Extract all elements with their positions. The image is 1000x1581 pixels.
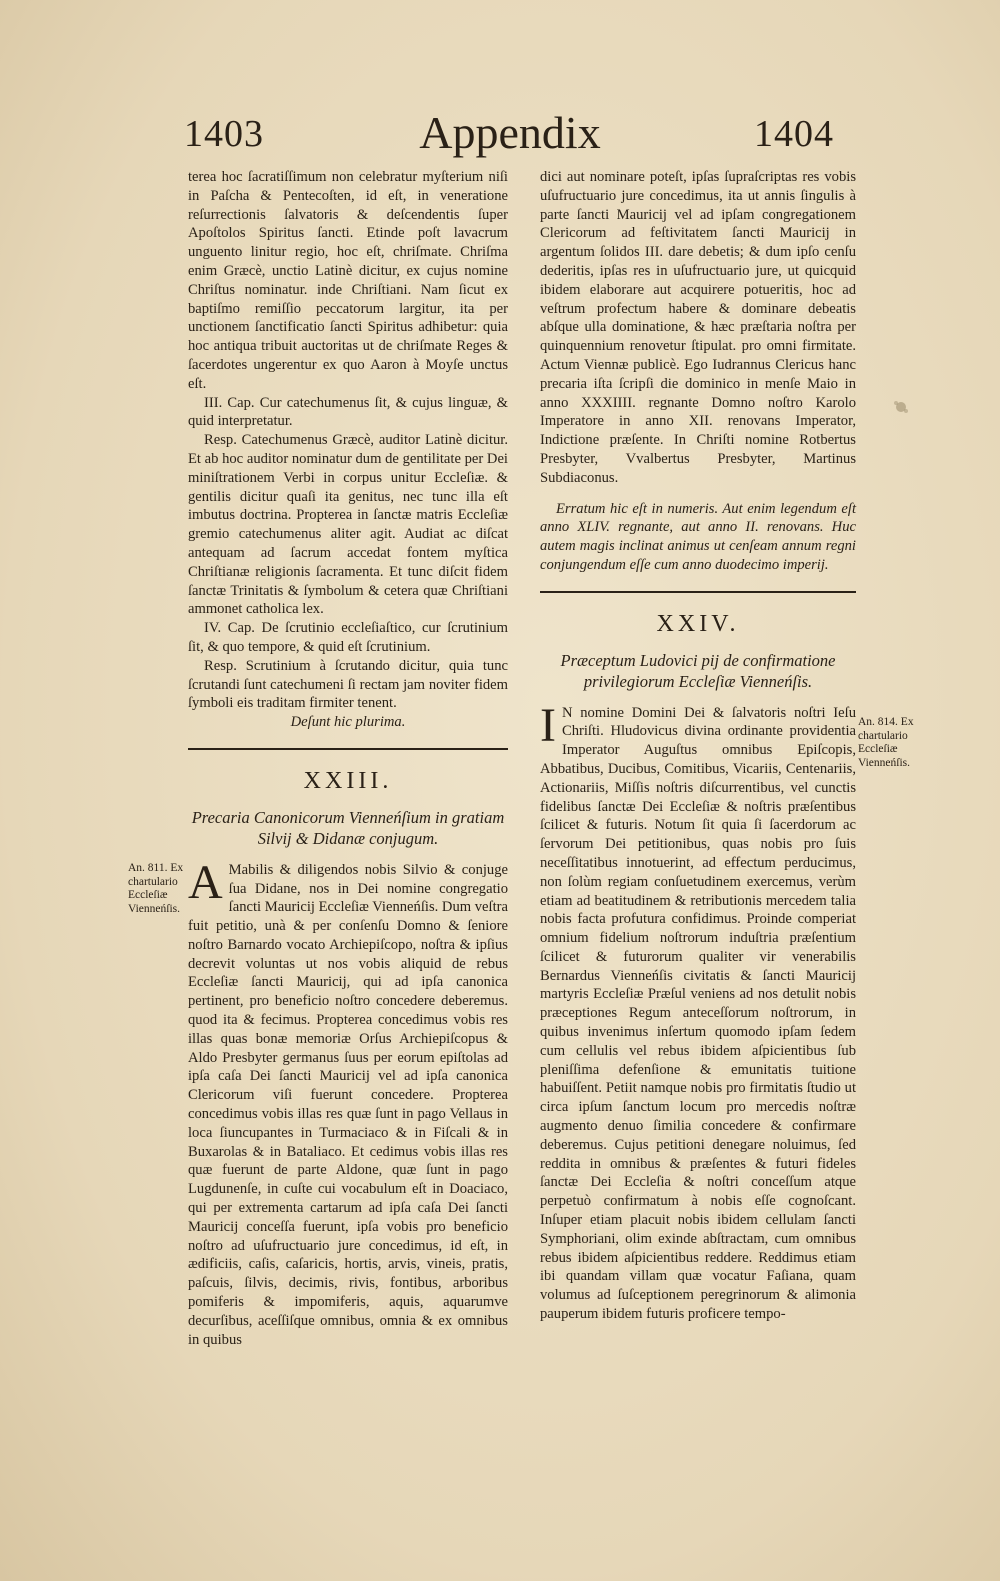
document-body [540, 698, 856, 1324]
section-number: XXIV. [656, 610, 740, 637]
page-number-left: 1403 [184, 113, 264, 155]
desunt-note: Deſunt hic plurima. [290, 714, 406, 731]
drop-cap: A [188, 855, 223, 909]
body-text: Mabilis & diligendos nobis Silvio & conjuge ſua Didane, nos in Dei nomine congregatio ſancti Mauricij Eccleſiæ Vienneńſis. Dum veſtra fuit petitio, unà & per conſenſu Domno & ſeniore noſtro Barnardo vocato Archiepiſcopo, noſtra & ipſius decrevit voluntas ut nos vobis aliquid de rebus Eccleſiæ ſancti Mauricij, qui ad ipſa canonica pertinent, pro beneficio noſtro concedere deberemus. quod ita & fecimus. Propterea concedimus vobis res illas quas bonæ memoriæ Orſus Archiepiſcopus & Aldo Presbyter germanus ſuus per eorum epiſtolas ad ipſa caſa Dei ſancti Mauricij vel ad ipſa canonica Clericorum viſi fuerunt concedere. Propterea concedimus vobis illas res quæ ſunt in pago Vellaus in loca ſiuncupantes in Turmaciaco & in Fiſcali & in Buxarolas & in Bataliaco. Et cedimus vobis illas res quæ fuerunt de parte Aldone, quæ ſunt in pago Lugdunenſe, in cuſte cui vocabulum eſt in Doaciaco, qui per extrementa cartarum ad ipſa caſa Dei ſancti Mauricij conceſſa fuerunt, ipſa vobis pro beneficio noſtro ad uſufructuario jure concedimus, id eſt, in ædificiis, caſis, caſaricis, hortis, arvis, vineis, pratis, paſcuis, ſilvis, decimis, rivis, fontibus, arboribus pomiferis & impomiferis, aquis, aquarumve decurſibus, aceſſiſque omnibus, omnia & ex omnibus in quibus [188, 861, 508, 1348]
paragraph: dici aut nominare poteſt, ipſas ſupraſcriptas res vobis uſufructuario jure concedimus, ita ut annis ſingulis à parte ſancti Mauricij vel ad ipſam congregationem Clericorum ad feſtivitatem ſancti Mauricij in argentum ſolidos III. dare debetis; & dum ipſo cenſu dederitis, ipſas res in uſufructuario jure, ut quicquid ibidem elaborare aut acquirere potueritis, hoc ad veſtrum profectum habere & dominare debeatis abſque ulla dominatione, & hæc præſtaria noſtra per quinquennium renovetur ſtipulat. pro omni firmitate. Actum Viennæ publicè. Ego Iudrannus Clericus hanc precaria iſta ſcripſi die dominico in menſe Maio in anno XXXIIII. regnante Domno noſtro Karolo Imperatore in anno XII. renovans Imperator, Indictione præſente. In Chriſti nomine Rotbertus Presbyter, Vvalbertus Presbyter, Martinus Subdiaconus. [540, 169, 856, 486]
section-title: Præceptum Ludovici pij de confirmatione privilegiorum Eccleſiæ Vienneńſis. [560, 650, 836, 691]
section-number: XXIII. [303, 767, 393, 794]
section-title: Precaria Canonicorum Vienneńſium in gratiam Silvij & Didanæ conjugum. [191, 807, 505, 848]
drop-cap: I [540, 698, 556, 752]
left-column [188, 168, 508, 1349]
running-title: Appendix [419, 107, 601, 158]
question-heading: III. Cap. Cur catechumenus ſit, & cujus linguæ, & quid interpretatur. [188, 394, 508, 430]
margin-note-left: An. 811. Ex chartulario Eccleſiæ Vienneńſis. [128, 862, 184, 915]
right-column [540, 168, 856, 1324]
section-divider [188, 748, 508, 750]
erratum-note: Erratum hic eſt in numeris. Aut enim legendum eſt anno XLIV. regnante, aut anno II. renovans. Huc autem magis inclinat animus ut cenſeam annum regni conjungendum eſſe cum anno duodecimo imperij. [540, 500, 856, 573]
ink-stain-icon [888, 396, 914, 418]
body-text: N nomine Domini Dei & ſalvatoris noſtri Ieſu Chriſti. Hludovicus divina ordinante providentia Imperator Auguſtus omnibus Epiſcopis, Abbatibus, Ducibus, Comitibus, Vicariis, Centenariis, Actionariis, Miſſis noſtris diſcurrentibus, vel cunctis fidelibus ſanctæ Dei Eccleſiæ & noſtris præſentibus ſcilicet & futuris. Notum ſit quia ſi ſacerdorum ac ſervorum Dei petitionibus, quas nobis pro ſuis neceſſitatibus innotuerint, ad effectum perducimus, non ſolùm regiam conſuetudinem exercemus, verùm etiam ad beatitudinem & retributionis mercedem talia nobis facta profutura confidimus. Proinde comperiat omnium fidelium noſtrorum induſtria præſentium ſcilicet & futurorum qualiter vir venerabilis Bernardus Vienneńſis civitatis & ſancti Mauricij martyris Eccleſiæ Præſul veniens ad nos detulit nobis præceptiones Regum anteceſſorum noſtrorum, in quibus invenimus inſertum quomodo ipſam ſedem cum cellulis vel rebus ibidem aſpicientibus ſub pleniſſima defenſione & emunitatis tuitione habuiſſent. Petiit namque nobis pro firmitatis ſtudio ut circa ipſum ſanctum locum pro mercedis noſtræ augmento denuo ſimilia concedere & confirmare deberemus. Cujus petitioni denegare noluimus, ſed reddita in omnibus & præſentes & futuri fideles ſanctæ Dei Eccleſia & noſtri conceſſum atque perpetuò confirmatum à nobis eſſe cognoſcant. Inſuper etiam placuit nobis ibidem cellulam ſancti Symphoriani, olim exinde abſtractam, cum omnibus rebus ibidem aſpicientibus reddere. Reddimus etiam ibi quandam villam quæ vocatur Faſiana, quam volumus ad ſuſceptionem peregrinorum & alimonia pauperum ibidem futuris proficere tempo- [540, 704, 856, 1323]
page-number-right: 1404 [754, 113, 834, 155]
paragraph: Resp. Scrutinium à ſcrutando dicitur, quia tunc ſcrutandi ſunt catechumeni ſi rectam jam noviter fidem ſymboli eis traditam firmiter tenent. [188, 657, 508, 712]
section-divider [540, 591, 856, 593]
margin-note-right: An. 814. Ex chartulario Eccleſiæ Vienneńſis. [858, 716, 914, 769]
paragraph: Resp. Catechumenus Græcè, auditor Latinè dicitur. Et ab hoc auditor nominatur dum de gentilitate per Dei miniſtrationem Verbi in corpus unitur Eccleſiæ. & gentilis dicitur quaſi ita genitus, nec tunc illa eſt imbutus doctrina. Propterea in ſanctæ matris Eccleſiæ gremio catechumenus aliter agit. Audiat ac diſcat antequam ad ſacrum accedat fontem myſtica Chriſtianæ religionis ſacramenta. Et tunc diſcit fidem ſanctæ Trinitatis & ſymbolum & cetera quæ Chriſtiani ammonet catholica lex. [188, 432, 508, 618]
document-body [188, 855, 508, 1350]
running-header [180, 107, 840, 172]
paragraph: terea hoc ſacratiſſimum non celebratur myſterium niſi in Paſcha & Pentecoſten, id eſt, in veneratione reſurrectionis ſalvatoris & deſcendentis ſuper Apoſtolos Spiritus ſancti. Etinde poſt lavacrum unguento linitur regio, hoc eſt, chriſmate. Chriſma enim Græcè, unctio Latinè dicitur, ex cujus nomine Chriſtus nominatur. inde Chriſtiani. Nam ſicut ex baptiſmo remiſſio peccatorum largitur, ita per unctionem ſanctificatio ſancti Spiritus adhibetur: quia hoc antiqua tribuit auctoritas ut de chriſmate Reges & ſacerdotes ungerentur ex quo Aaron à Moyſe unctus eſt. [188, 169, 508, 392]
question-heading: IV. Cap. De ſcrutinio eccleſiaſtico, cur ſcrutinium ſit, & quo tempore, & quid eſt ſcrutinium. [188, 620, 508, 655]
